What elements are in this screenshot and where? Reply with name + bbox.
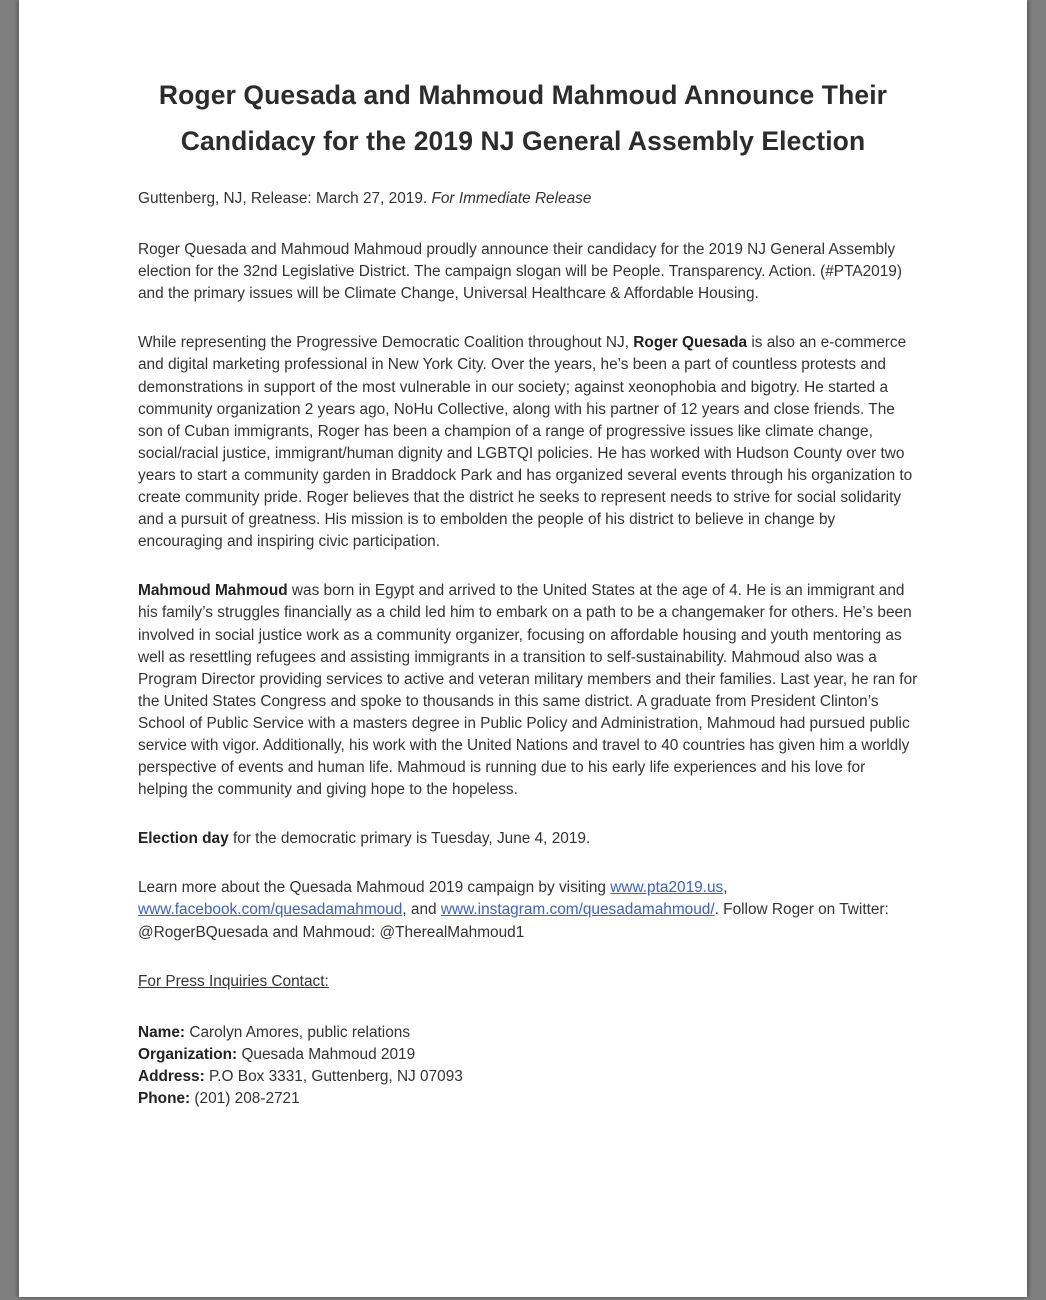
press-inquiries-heading: For Press Inquiries Contact: <box>138 972 329 990</box>
roger-paragraph-before: While representing the Progressive Democratic Coalition throughout NJ, <box>138 334 634 352</box>
mahmoud-name: Mahmoud Mahmoud <box>138 582 288 600</box>
election-day-paragraph <box>138 828 918 850</box>
contact-name-value: Carolyn Amores, public relations <box>185 1023 411 1041</box>
document-body <box>138 188 918 1110</box>
election-day-text: for the democratic primary is Tuesday, June 4, 2019. <box>228 830 591 848</box>
contact-address-value: P.O Box 3331, Guttenberg, NJ 07093 <box>204 1067 463 1085</box>
learn-more-sep-2: , and <box>402 901 441 919</box>
document-page <box>19 0 1027 1297</box>
facebook-link[interactable]: www.facebook.com/quesadamahmoud <box>138 901 403 919</box>
website-link[interactable]: www.pta2019.us <box>610 879 724 897</box>
contact-organization-label: Organization: <box>138 1045 238 1063</box>
title-line-1: Roger Quesada and Mahmoud Mahmoud Announce Their <box>158 80 888 110</box>
contact-organization-value: Quesada Mahmoud 2019 <box>237 1045 416 1063</box>
instagram-link[interactable]: www.instagram.com/quesadamahmoud/ <box>440 901 715 919</box>
learn-more-before: Learn more about the Quesada Mahmoud 2019 campaign by visiting <box>138 879 611 897</box>
dateline-text: Guttenberg, NJ, Release: March 27, 2019. <box>138 190 428 207</box>
page-title <box>19 72 1027 164</box>
dateline-italic: For Immediate Release <box>431 190 592 207</box>
contact-phone-label: Phone: <box>138 1090 191 1107</box>
learn-more-paragraph <box>138 877 918 943</box>
election-day-label: Election day <box>138 830 229 848</box>
roger-paragraph-after: is also an e-commerce and digital marketing professional in New York City. Over the years, he’s been a part of countless protests and demonstrations in support of the most vulnerable in our society; against xeonophobia and bigotry. He started a community organization 2 years ago, NoHu Collective, along with his partner of 12 years and close friends. The son of Cuban immigrants, Roger has been a champion of a range of progressive issues like climate change, social/racial justice, immigrant/human dignity and LGBTQI policies. He has worked with Hudson County over two years to start a community garden in Braddock Park and has organized several events through his organization to create community pride. Roger believes that the district he seeks to represent needs to strive for social solidarity and a pursuit of greatness. His mission is to embolden the people of his district to believe in change by encouraging and inspiring civic participation. <box>138 334 913 551</box>
intro-paragraph: Roger Quesada and Mahmoud Mahmoud proudly announce their candidacy for the 2019 NJ General Assembly election for the 32nd Legislative District. The campaign slogan will be People. Transparency. Action. (#PTA2019) and the primary issues will be Climate Change, Universal Healthcare & Affordable Housing. <box>138 241 902 303</box>
roger-paragraph <box>138 332 918 553</box>
contact-name-label: Name: <box>138 1023 186 1041</box>
title-line-2: Candidacy for the 2019 NJ General Assembly Election <box>180 126 866 156</box>
contact-name <box>138 1022 918 1044</box>
contact-address <box>138 1066 918 1088</box>
dateline <box>138 188 918 210</box>
contact-phone <box>138 1088 918 1110</box>
mahmoud-paragraph-after: was born in Egypt and arrived to the United States at the age of 4. He is an immigrant and his family’s struggles financially as a child led him to embark on a path to be a changemaker for others. He’s been involved in social justice work as a community organizer, focusing on affordable housing and youth mentoring as well as resettling refugees and assisting immigrants in a transition to self-sustainability. Mahmoud also was a Program Director providing services to active and veteran military members and their families. Last year, he ran for the United States Congress and spoke to thousands in this same district. A graduate from President Clinton’s School of Public Service with a masters degree in Public Policy and Administration, Mahmoud had pursued public service with vigor. Additionally, his work with the United Nations and travel to 40 countries has given him a worldly perspective of events and human life. Mahmoud is running due to his early life experiences and his love for helping the community and giving hope to the hopeless. <box>138 582 918 799</box>
mahmoud-paragraph <box>138 580 918 801</box>
learn-more-after: . Follow Roger on Twitter: @RogerBQuesada and Mahmoud: @TherealMahmoud1 <box>138 901 889 941</box>
contact-phone-value: (201) 208-2721 <box>190 1090 300 1107</box>
roger-name: Roger Quesada <box>633 334 748 352</box>
contact-organization <box>138 1044 918 1066</box>
contact-address-label: Address: <box>138 1067 205 1085</box>
learn-more-sep-1: , <box>723 879 728 897</box>
